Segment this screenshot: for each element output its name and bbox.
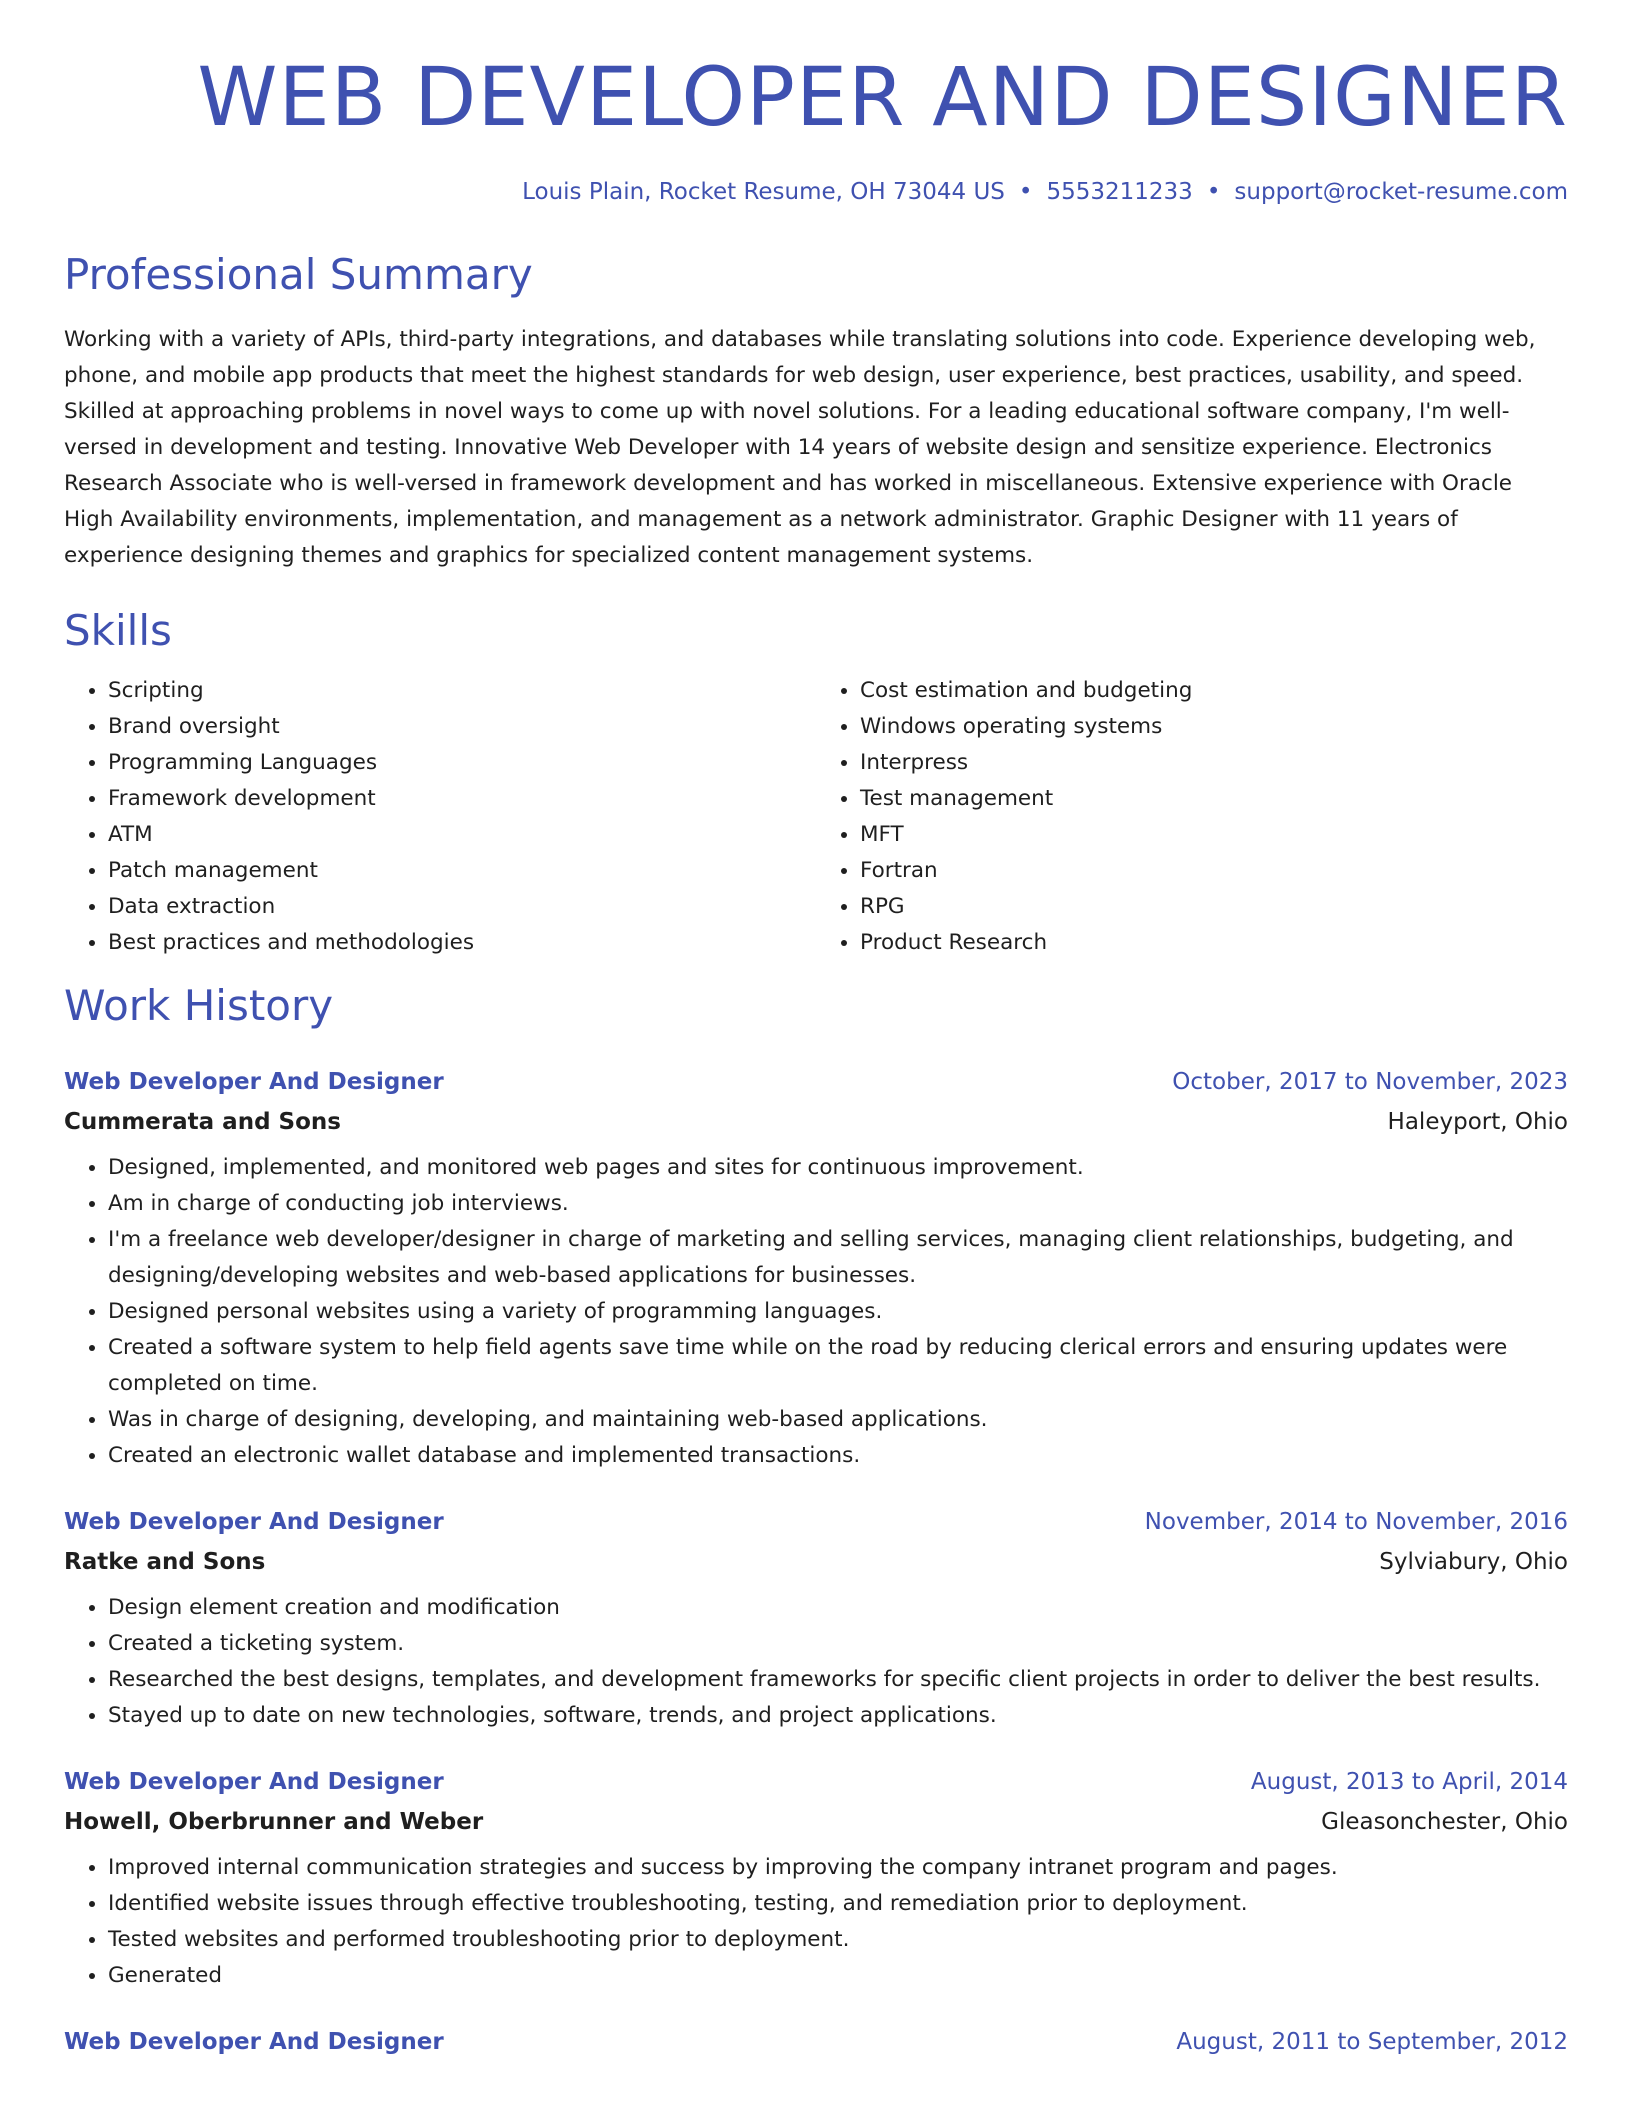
job-company: Howell, Oberbrunner and Weber bbox=[64, 1809, 484, 1835]
job-bullet: • Improved internal communication strategies and success by improving the company intranet program and pages. bbox=[108, 1850, 1568, 1886]
job-title: Web Developer And Designer bbox=[64, 1769, 444, 1795]
job-header-row bbox=[64, 2027, 1568, 2057]
skill-item: • Interpress bbox=[860, 745, 1568, 781]
job-bullet: • Created a ticketing system. bbox=[108, 1626, 1568, 1662]
job-company-row bbox=[64, 1807, 1568, 1837]
job-entry bbox=[64, 1507, 1568, 1734]
job-bullet: • Identified website issues through effective troubleshooting, testing, and remediation prior to deployment. bbox=[108, 1886, 1568, 1922]
job-entry bbox=[64, 1767, 1568, 1994]
skill-item: • Product Research bbox=[860, 925, 1568, 961]
contact-separator: • bbox=[1018, 179, 1033, 205]
contact-line bbox=[64, 181, 1568, 204]
summary-text: Working with a variety of APIs, third-party integrations, and databases while translating solutions into code. Experience developing web, phone, and mobile app products that meet the highest standards for web design, user experience, best practices, usability, and speed. Skilled at approaching problems in novel ways to come up with novel solutions. For a leading educational software company, I'm well-versed in development and testing. Innovative Web Developer with 14 years of website design and sensitize experience. Electronics Research Associate who is well-versed in framework development and has worked in miscellaneous. Extensive experience with Oracle High Availability environments, implementation, and management as a network administrator. Graphic Designer with 11 years of experience designing themes and graphics for specialized content management systems. bbox=[64, 327, 1536, 568]
job-bullet: • Created an electronic wallet database and implemented transactions. bbox=[108, 1438, 1568, 1474]
job-company: Cummerata and Sons bbox=[64, 1109, 341, 1135]
skill-item: • Scripting bbox=[108, 673, 816, 709]
skill-item: • Patch management bbox=[108, 853, 816, 889]
job-bullet: • Am in charge of conducting job interviews. bbox=[108, 1186, 1568, 1222]
skill-item: • Data extraction bbox=[108, 889, 816, 925]
skill-item: • Test management bbox=[860, 781, 1568, 817]
contact-address: Louis Plain, Rocket Resume, OH 73044 US bbox=[522, 179, 1005, 205]
contact-email[interactable]: support@rocket-resume.com bbox=[1234, 179, 1568, 205]
skills-list bbox=[64, 673, 1568, 961]
job-company-row bbox=[64, 1547, 1568, 1577]
skill-item: • Cost estimation and budgeting bbox=[860, 673, 1568, 709]
skill-item: • ATM bbox=[108, 817, 816, 853]
skill-item: • Best practices and methodologies bbox=[108, 925, 816, 961]
job-company-row bbox=[64, 1107, 1568, 1137]
resume-title: WEB DEVELOPER AND DESIGNER bbox=[197, 51, 1568, 145]
skill-item: • Programming Languages bbox=[108, 745, 816, 781]
job-dates: October, 2017 to November, 2023 bbox=[1172, 1069, 1568, 1095]
job-entry bbox=[64, 2027, 1568, 2057]
job-bullet: • Generated bbox=[108, 1958, 1568, 1994]
job-bullet: • I'm a freelance web developer/designer in charge of marketing and selling services, managing client relationships, budgeting, and designing/developing websites and web-based applications for businesses. bbox=[108, 1222, 1568, 1294]
contact-separator: • bbox=[1206, 179, 1221, 205]
job-header-row bbox=[64, 1507, 1568, 1537]
job-dates: November, 2014 to November, 2016 bbox=[1144, 1509, 1568, 1535]
job-title: Web Developer And Designer bbox=[64, 1509, 444, 1535]
job-company: Ratke and Sons bbox=[64, 1549, 266, 1575]
job-bullet: • Researched the best designs, templates, and development frameworks for specific client projects in order to deliver the best results. bbox=[108, 1662, 1568, 1698]
skills-heading: Skills bbox=[64, 606, 172, 655]
job-bullets bbox=[64, 1590, 1568, 1734]
contact-phone: 5553211233 bbox=[1046, 179, 1193, 205]
job-bullet: • Tested websites and performed troubleshooting prior to deployment. bbox=[108, 1922, 1568, 1958]
job-location: Haleyport, Ohio bbox=[1387, 1109, 1568, 1135]
skill-item: • Windows operating systems bbox=[860, 709, 1568, 745]
job-title: Web Developer And Designer bbox=[64, 2029, 444, 2055]
work-history-heading: Work History bbox=[64, 981, 334, 1030]
job-header-row bbox=[64, 1067, 1568, 1097]
skills-column-right bbox=[816, 673, 1568, 961]
skills-column-left bbox=[64, 673, 816, 961]
job-header-row bbox=[64, 1767, 1568, 1797]
summary-heading: Professional Summary bbox=[64, 250, 533, 299]
job-entry bbox=[64, 1067, 1568, 1474]
skill-item: • Brand oversight bbox=[108, 709, 816, 745]
job-dates: August, 2011 to September, 2012 bbox=[1176, 2029, 1568, 2055]
job-bullets bbox=[64, 1150, 1568, 1474]
job-bullet: • Created a software system to help field agents save time while on the road by reducing clerical errors and ensuring updates were completed on time. bbox=[108, 1330, 1568, 1402]
job-title: Web Developer And Designer bbox=[64, 1069, 444, 1095]
job-bullet: • Design element creation and modification bbox=[108, 1590, 1568, 1626]
job-bullet: • Stayed up to date on new technologies, software, trends, and project applications. bbox=[108, 1698, 1568, 1734]
job-bullet: • Was in charge of designing, developing, and maintaining web-based applications. bbox=[108, 1402, 1568, 1438]
skill-item: • Framework development bbox=[108, 781, 816, 817]
skill-item: • MFT bbox=[860, 817, 1568, 853]
job-bullet: • Designed, implemented, and monitored web pages and sites for continuous improvement. bbox=[108, 1150, 1568, 1186]
skill-item: • Fortran bbox=[860, 853, 1568, 889]
job-bullet: • Designed personal websites using a variety of programming languages. bbox=[108, 1294, 1568, 1330]
job-dates: August, 2013 to April, 2014 bbox=[1250, 1769, 1568, 1795]
job-location: Sylviabury, Ohio bbox=[1379, 1549, 1568, 1575]
job-bullets bbox=[64, 1850, 1568, 1994]
job-location: Gleasonchester, Ohio bbox=[1321, 1809, 1568, 1835]
skill-item: • RPG bbox=[860, 889, 1568, 925]
